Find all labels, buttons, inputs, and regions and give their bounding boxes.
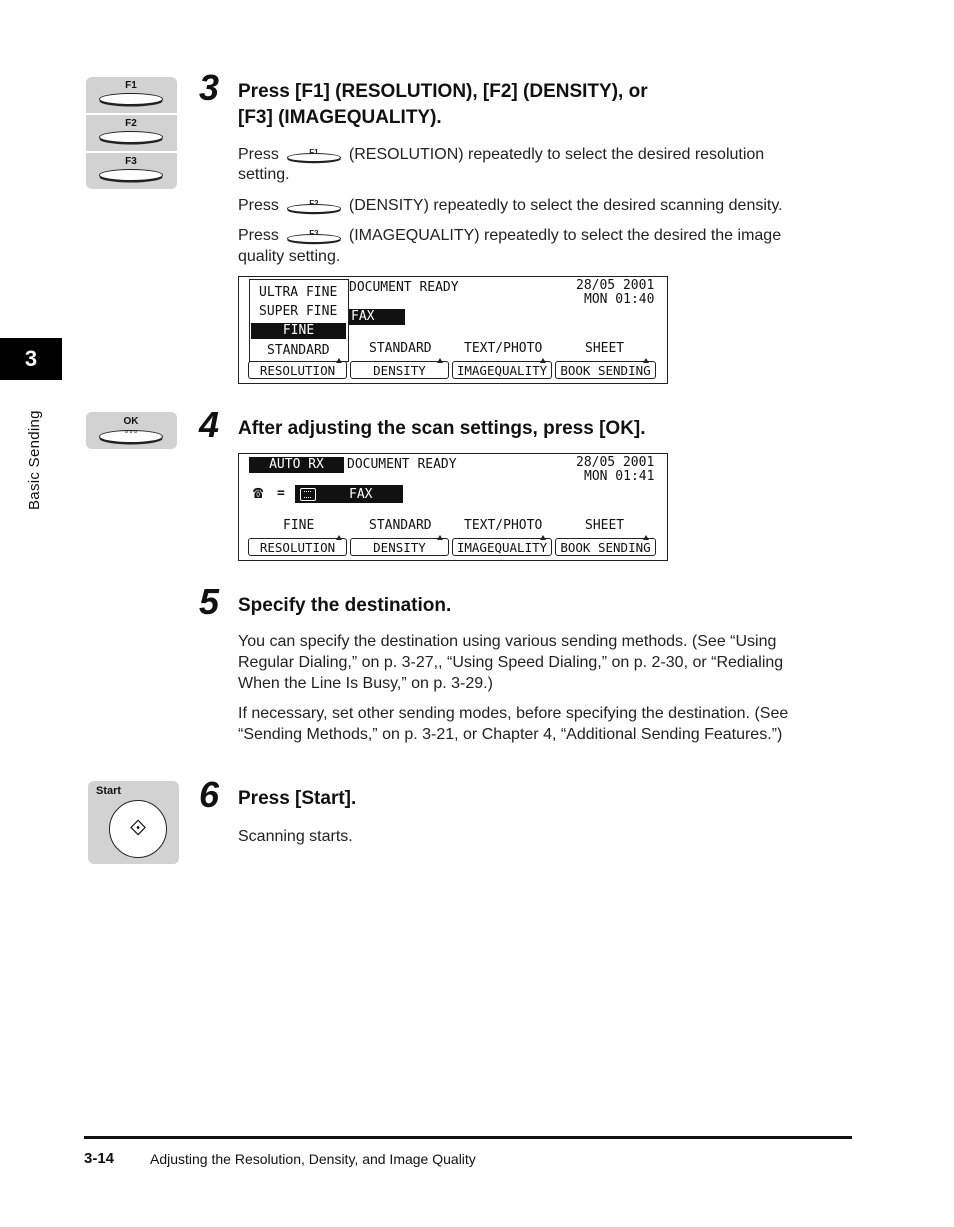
step-5-para-1-line1: You can specify the destination using various sending methods. (See “Using <box>238 633 777 650</box>
status-text: DOCUMENT READY <box>349 280 459 295</box>
step-6-number: 6 <box>199 774 220 815</box>
step-4-number: 4 <box>199 404 220 445</box>
step-3-number: 3 <box>199 67 220 108</box>
step-3-title-line1: Press [F1] (RESOLUTION), [F2] (DENSITY), or <box>238 81 648 102</box>
f2-key[interactable] <box>99 131 163 143</box>
softkey-density[interactable]: DENSITY <box>350 361 449 379</box>
lcd-screen-1 <box>238 276 668 384</box>
time-text: MON 01:41 <box>584 469 655 484</box>
equals-sign: = <box>277 486 285 501</box>
start-button[interactable] <box>109 800 167 858</box>
softkey-resolution[interactable]: RESOLUTION <box>248 361 347 379</box>
density-value: STANDARD <box>369 341 432 356</box>
status-text: DOCUMENT READY <box>347 457 457 472</box>
step-5-para-2-line2: “Sending Methods,” on p. 3-21, or Chapter 4, “Additional Sending Features.”) <box>238 726 783 743</box>
softkey-book-sending[interactable]: BOOK SENDING <box>555 361 656 379</box>
f-keys-panel <box>86 77 177 189</box>
lcd-screen-2 <box>238 453 668 561</box>
menu-item-fine-selected[interactable]: FINE <box>251 323 346 339</box>
page-number: 3-14 <box>84 1150 115 1167</box>
density-value: STANDARD <box>369 518 432 533</box>
f3-inline-key-icon <box>285 226 343 244</box>
step-4-title: After adjusting the scan settings, press [OK]. <box>238 418 646 439</box>
chapter-title: Basic Sending <box>26 410 43 510</box>
footer-title: Adjusting the Resolution, Density, and Image Quality <box>150 1151 476 1167</box>
phone-icon: ☎ <box>253 483 264 503</box>
mode-fax: FAX <box>349 487 373 502</box>
step-5-para-2-line1: If necessary, set other sending modes, before specifying the destination. (See <box>238 705 789 722</box>
step-5-title: Specify the destination. <box>238 595 452 616</box>
step-3-para-3: Press (IMAGEQUALITY) repeatedly to select the desired the image <box>238 227 782 244</box>
step-5-para-1-line2: Regular Dialing,” on p. 3-27,, “Using Speed Dialing,” on p. 2-30, or “Redialing <box>238 654 784 671</box>
start-key-panel <box>88 781 179 864</box>
date-text: 28/05 2001 <box>576 455 655 470</box>
footer-rule <box>84 1136 852 1139</box>
ok-key-label: OK <box>123 416 139 427</box>
start-key-label: Start <box>96 785 122 797</box>
step-3-title-line2: [F3] (IMAGEQUALITY). <box>238 107 442 128</box>
softkey-resolution[interactable]: RESOLUTION <box>248 538 347 556</box>
imagequality-value: TEXT/PHOTO <box>464 518 543 533</box>
sheet-value: SHEET <box>585 518 625 533</box>
date-text: 28/05 2001 <box>576 278 655 293</box>
ok-key-panel <box>86 412 177 449</box>
mode-fax: FAX <box>349 309 405 325</box>
f3-key-label: F3 <box>125 156 137 167</box>
f2-key-label: F2 <box>125 118 137 129</box>
step-5-para-1-line3: When the Line Is Busy,” on p. 3-29.) <box>238 675 493 692</box>
step-3-para-1: Press (RESOLUTION) repeatedly to select the desired resolution <box>238 146 765 163</box>
f1-inline-key-icon <box>285 145 343 163</box>
menu-item-standard[interactable]: STANDARD <box>267 343 330 358</box>
step-6-title: Press [Start]. <box>238 788 357 809</box>
menu-item-super-fine[interactable]: SUPER FINE <box>259 304 338 319</box>
softkey-book-sending[interactable]: BOOK SENDING <box>555 538 656 556</box>
step-3-para-3-cont: quality setting. <box>238 248 341 265</box>
imagequality-value: TEXT/PHOTO <box>464 341 543 356</box>
sheet-value: SHEET <box>585 341 625 356</box>
f1-key[interactable] <box>99 93 163 105</box>
softkey-density[interactable]: DENSITY <box>350 538 449 556</box>
time-text: MON 01:40 <box>584 292 655 307</box>
step-6-text: Scanning starts. <box>238 828 353 845</box>
press-word: Press <box>238 146 279 163</box>
start-icon: ⟐ <box>129 816 147 841</box>
f3-key[interactable] <box>99 169 163 181</box>
ok-key-dots: °°° <box>124 429 139 439</box>
softkey-imagequality[interactable]: IMAGEQUALITY <box>452 538 552 556</box>
menu-item-ultra-fine[interactable]: ULTRA FINE <box>259 285 338 300</box>
step-5-number: 5 <box>199 581 220 622</box>
f1-key-label: F1 <box>125 80 137 91</box>
chapter-tab: 3 <box>0 338 62 380</box>
resolution-value: FINE <box>283 518 315 533</box>
f2-inline-key-icon <box>285 196 343 214</box>
softkey-imagequality[interactable]: IMAGEQUALITY <box>452 361 552 379</box>
rx-mode: AUTO RX <box>249 457 344 473</box>
step-3-para-1-cont: setting. <box>238 166 290 183</box>
step-3-para-2: Press (DENSITY) repeatedly to select the desired scanning density. <box>238 197 783 214</box>
